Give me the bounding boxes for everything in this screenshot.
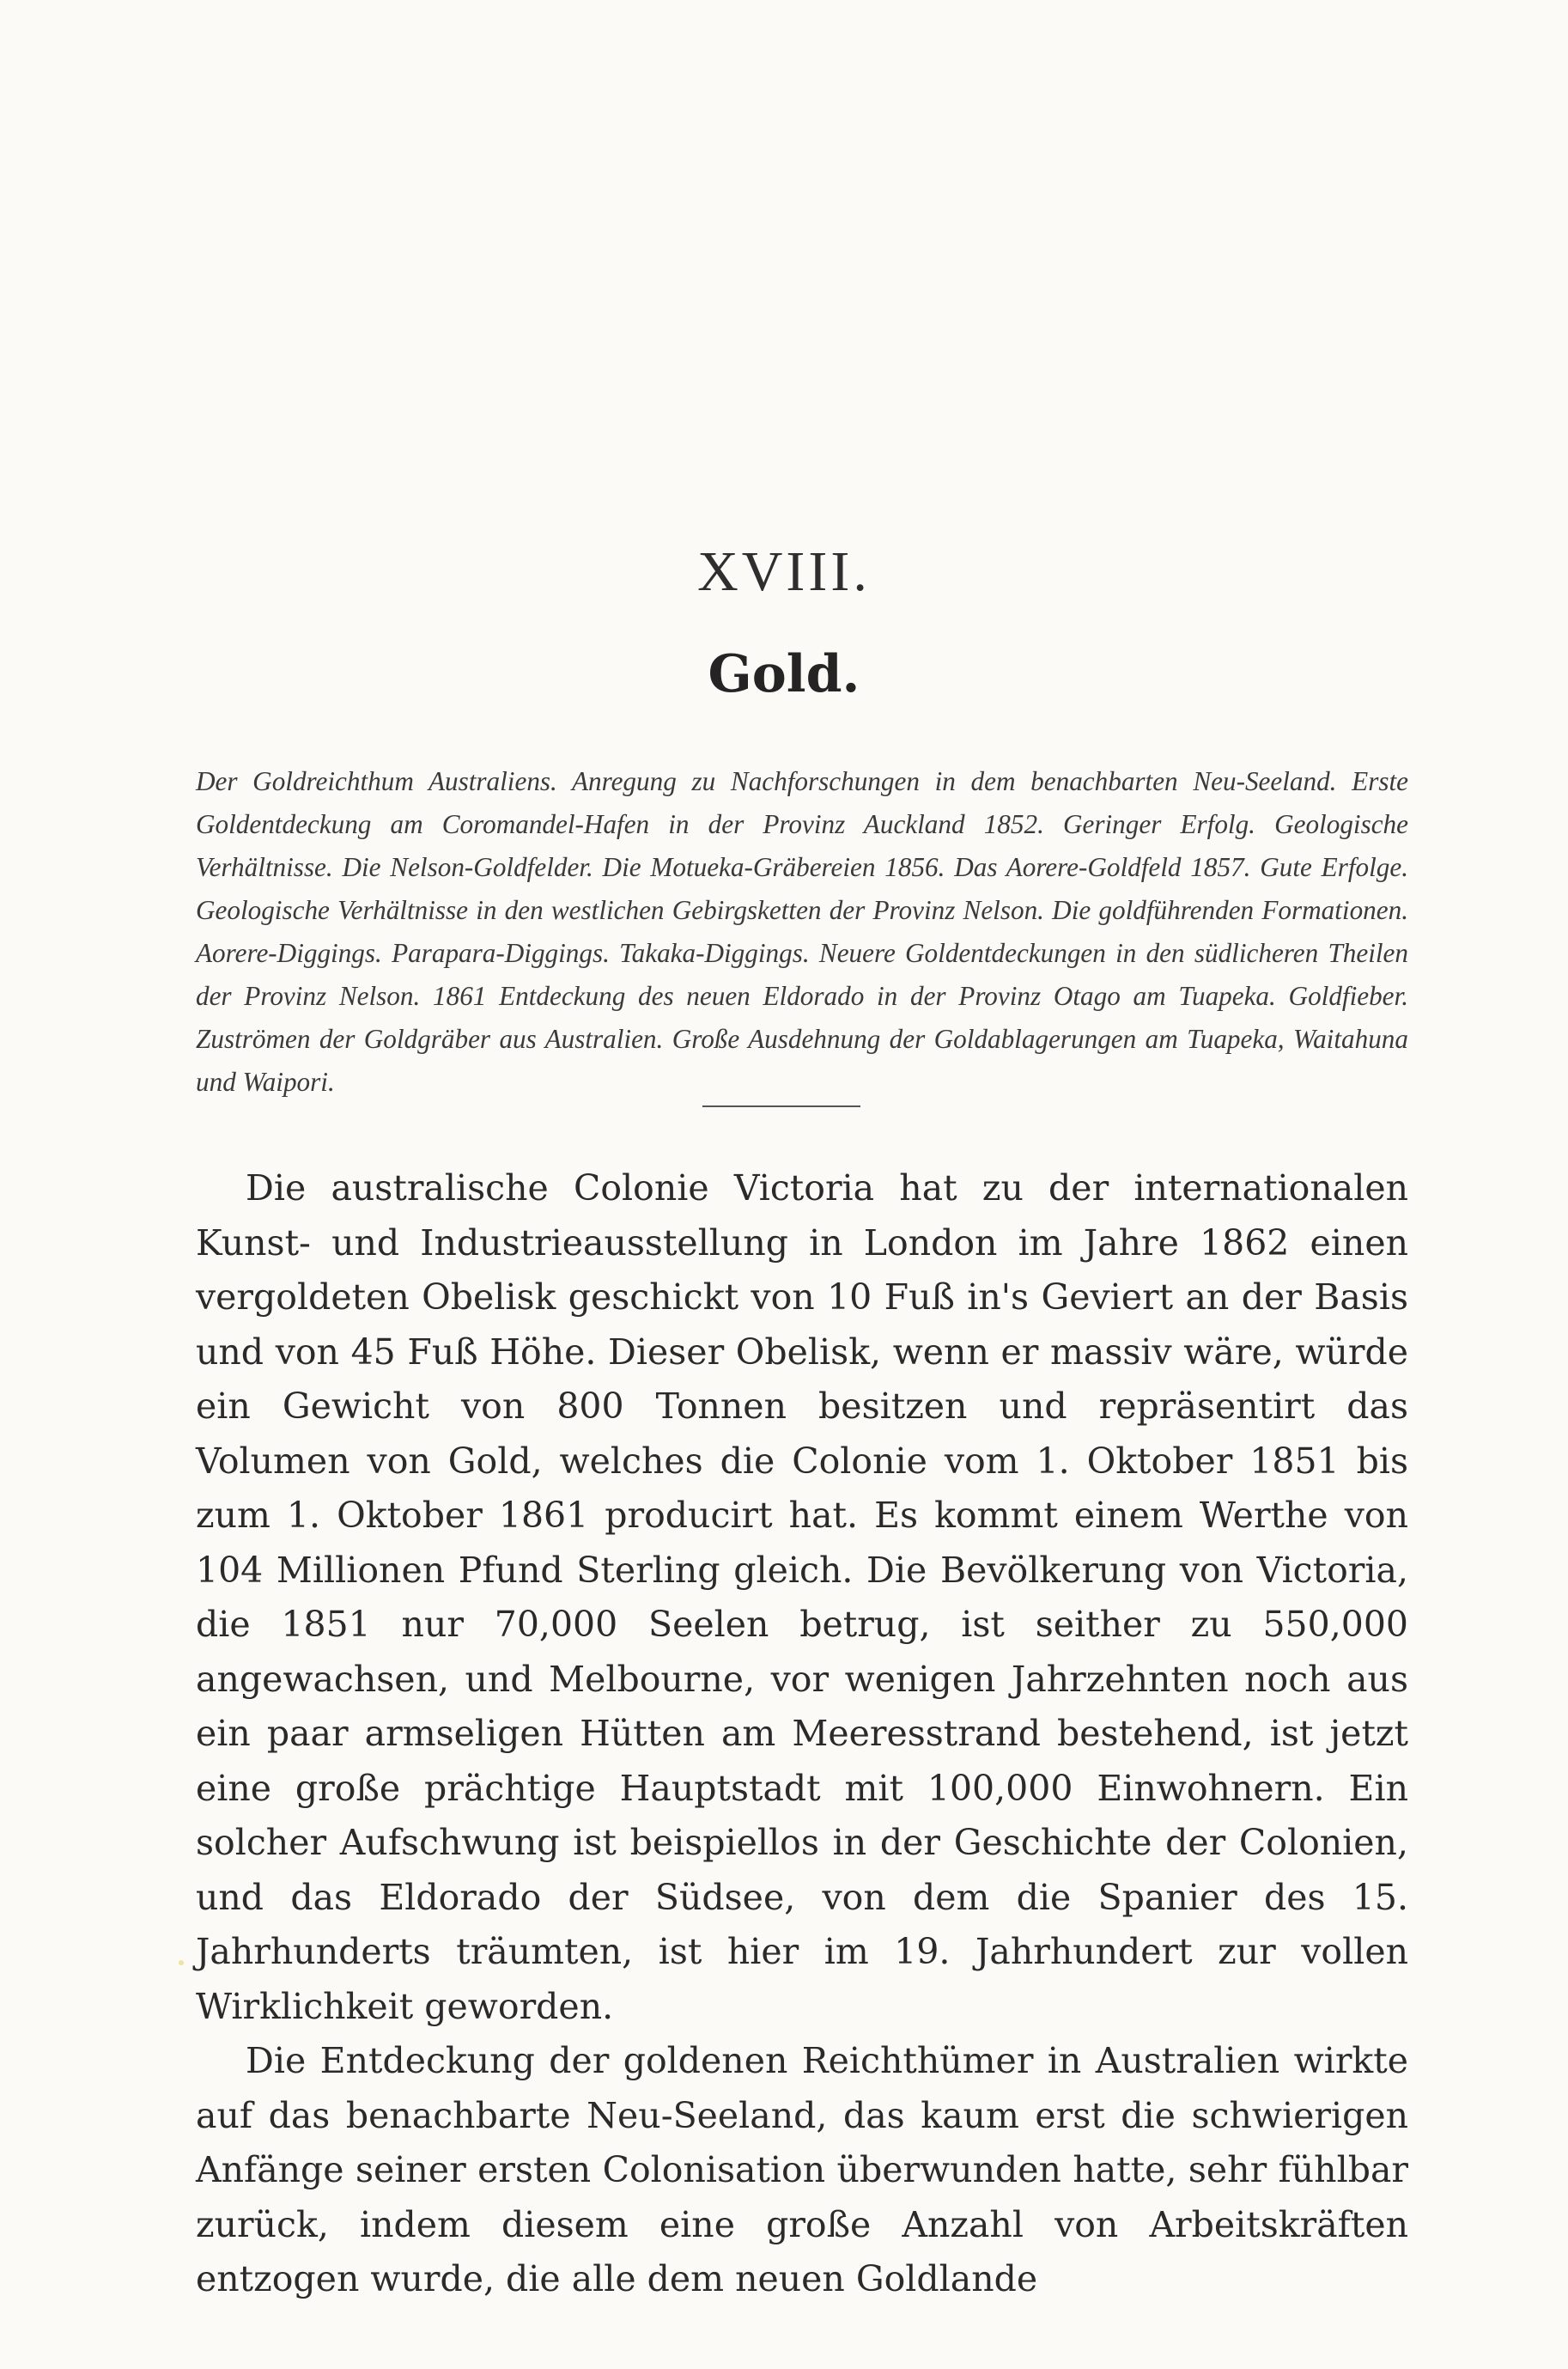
- paragraph: Die Entdeckung der goldenen Reichthümer in Australien wirkte auf das benachbarte Neu-Seeland, das kaum erst die schwierigen Anfänge seiner ersten Colonisation überwunden hatte, sehr fühlbar zurück, indem diesem eine große Anzahl von Arbeitskräften entzogen wurde, die alle dem neuen Goldlande: [196, 2040, 1408, 2299]
- paragraph: Die australische Colonie Victoria hat zu der internationalen Kunst- und Industrieausstellung in London im Jahre 1862 einen vergoldeten Obelisk geschickt von 10 Fuß in's Geviert an der Basis und von 45 Fuß Höhe. Dieser Obelisk, wenn er massiv wäre, würde ein Gewicht von 800 Tonnen besitzen und repräsentirt das Volumen von Gold, welches die Colonie vom 1. Oktober 1851 bis zum 1. Oktober 1861 producirt hat. Es kommt einem Werthe von 104 Millionen Pfund Sterling gleich. Die Bevölkerung von Victoria, die 1851 nur 70,000 Seelen betrug, ist seither zu 550,000 angewachsen, und Melbourne, vor wenigen Jahrzehnten noch aus ein paar armseligen Hütten am Meeresstrand bestehend, ist jetzt eine große prächtige Hauptstadt mit 100,000 Einwohnern. Ein solcher Aufschwung ist beispiellos in der Geschichte der Colonien, und das Eldorado der Südsee, von dem die Spanier des 15. Jahrhunderts träumten, ist hier im 19. Jahrhundert zur vollen Wirklichkeit geworden.: [196, 1167, 1408, 2027]
- paper-speck: [179, 1960, 184, 1965]
- section-divider: [702, 1105, 860, 1107]
- body-text: [196, 1161, 1408, 2307]
- chapter-summary: Der Goldreichthum Australiens. Anregung zu Nachforschungen in dem benachbarten Neu-Seeland. Erste Goldentdeckung am Coromandel-Hafen in der Provinz Auckland 1852. Geringer Erfolg. Geologische Verhältnisse. Die Nelson-Goldfelder. Die Motueka-Gräbereien 1856. Das Aorere-Goldfeld 1857. Gute Erfolge. Geologische Verhältnisse in den westlichen Gebirgsketten der Provinz Nelson. Die goldführenden Formationen. Aorere-Diggings. Parapara-Diggings. Takaka-Diggings. Neuere Goldentdeckungen in den südlicheren Theilen der Provinz Nelson. 1861 Entdeckung des neuen Eldorado in der Provinz Otago am Tuapeka. Goldfieber. Zuströmen der Goldgräber aus Australien. Große Ausdehnung der Goldablagerungen am Tuapeka, Waitahuna und Waipori.: [196, 766, 1408, 1097]
- chapter-title: Gold.: [708, 644, 860, 704]
- chapter-number: XVIII.: [697, 540, 871, 603]
